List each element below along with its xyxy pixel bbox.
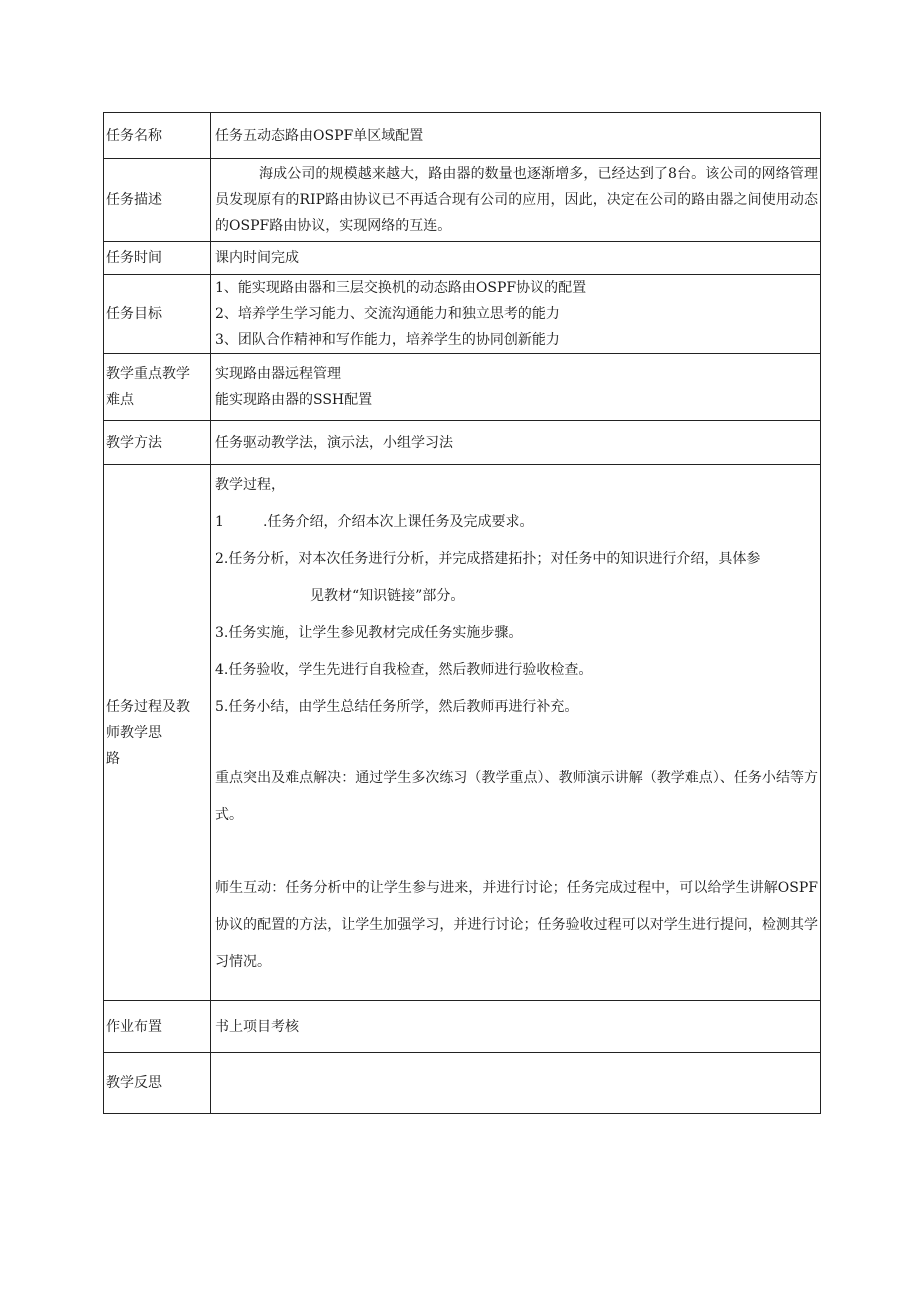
row-teaching-method bbox=[104, 421, 821, 465]
row-key-difficult-points bbox=[104, 354, 821, 421]
reflection-value bbox=[211, 1053, 821, 1114]
process-heading: 教学过程， bbox=[215, 477, 285, 493]
row-task-description bbox=[104, 159, 821, 242]
task-time-value: 课内时间完成 bbox=[211, 242, 821, 275]
task-description-text: 海成公司的规模越来越大，路由器的数量也逐渐增多，已经达到了8台。该公司的网络管理员发现原有的RIP路由协议已不再适合现有公司的应用，因此，决定在公司的路由器之间使用动态的OSPF路由协议，实现网络的互连。 bbox=[215, 166, 818, 234]
key-point-item: 实现路由器远程管理 bbox=[215, 366, 341, 382]
process-step-1 bbox=[215, 512, 818, 532]
lesson-plan-table bbox=[103, 112, 821, 1114]
process-step-2-line2: 见教材“知识链接”部分。 bbox=[310, 588, 465, 604]
label-reflection: 教学反思 bbox=[104, 1053, 211, 1114]
key-points-paragraph: 重点突出及难点解决：通过学生多次练习（教学重点）、教师演示讲解（教学难点）、任务小结等方式。 bbox=[215, 770, 818, 823]
process-content bbox=[211, 465, 821, 1001]
interaction-paragraph: 师生互动：任务分析中的让学生参与进来，并进行讨论；任务完成过程中，可以给学生讲解OSPF协议的配置的方法，让学生加强学习，并进行讨论；任务验收过程可以对学生进行提问，检测其学习情况。 bbox=[215, 880, 818, 970]
process-step-3: 3.任务实施，让学生参见教材完成任务实施步骤。 bbox=[215, 625, 523, 641]
teaching-method-value: 任务驱动教学法，演示法，小组学习法 bbox=[211, 421, 821, 465]
label-task-description: 任务描述 bbox=[104, 159, 211, 242]
goal-item: 2、培养学生学习能力、交流沟通能力和独立思考的能力 bbox=[215, 306, 560, 322]
label-task-time: 任务时间 bbox=[104, 242, 211, 275]
process-step-5: 5.任务小结，由学生总结任务所学，然后教师再进行补充。 bbox=[215, 699, 579, 715]
label-process-line2: 师教学思 bbox=[106, 724, 162, 741]
label-task-goals: 任务目标 bbox=[104, 275, 211, 354]
task-name-value: 任务五动态路由OSPF单区域配置 bbox=[211, 113, 821, 159]
label-key-points-line2: 难点 bbox=[106, 392, 134, 408]
label-process-line3: 路 bbox=[106, 750, 120, 767]
goal-item: 1、能实现路由器和三层交换机的动态路由OSPF协议的配置 bbox=[215, 280, 587, 296]
label-key-points-line1: 教学重点教学 bbox=[106, 366, 190, 382]
step-1-text: .任务介绍，介绍本次上课任务及完成要求。 bbox=[263, 514, 534, 530]
row-task-time bbox=[104, 242, 821, 275]
label-homework: 作业布置 bbox=[104, 1001, 211, 1053]
row-task-name bbox=[104, 113, 821, 159]
goal-item: 3、团队合作精神和写作能力，培养学生的协同创新能力 bbox=[215, 332, 560, 348]
row-task-goals bbox=[104, 275, 821, 354]
process-step-2-line1: 2.任务分析，对本次任务进行分析，并完成搭建拓扑；对任务中的知识进行介绍，具体参 bbox=[215, 551, 761, 567]
step-1-number: 1 bbox=[215, 514, 224, 530]
row-homework bbox=[104, 1001, 821, 1053]
label-task-name: 任务名称 bbox=[104, 113, 211, 159]
row-task-process bbox=[104, 465, 821, 1001]
label-teaching-method: 教学方法 bbox=[104, 421, 211, 465]
process-step-4: 4.任务验收，学生先进行自我检查，然后教师进行验收检查。 bbox=[215, 662, 593, 678]
label-process-line1: 任务过程及教 bbox=[106, 698, 190, 715]
row-reflection bbox=[104, 1053, 821, 1114]
key-point-item: 能实现路由器的SSH配置 bbox=[215, 392, 373, 408]
homework-value: 书上项目考核 bbox=[211, 1001, 821, 1053]
